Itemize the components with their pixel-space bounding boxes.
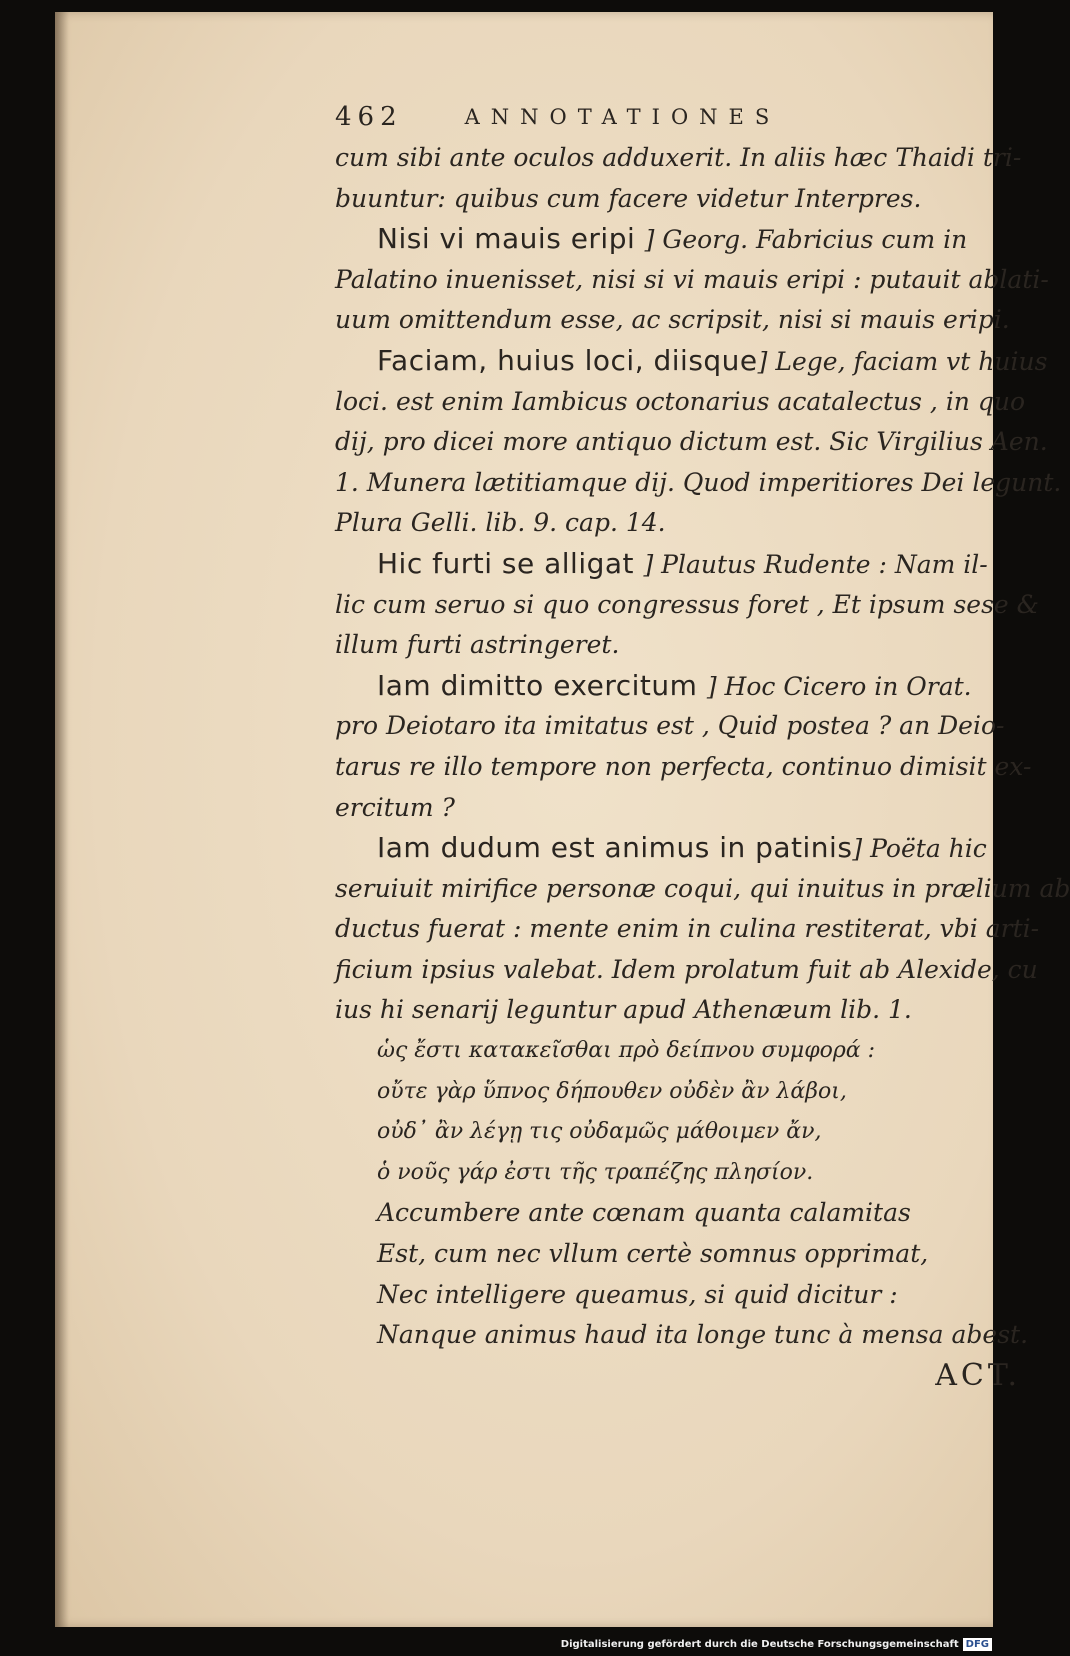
line-text: uum omittendum esse, ac scripsit, nisi si mauis eripi.: [335, 305, 1010, 335]
text-line: [335, 950, 1038, 991]
text-line: [335, 422, 1048, 463]
text-line: [335, 503, 1035, 544]
line-text: 1. Munera lætitiamque dij. Quod imperitiores Dei legunt.: [335, 467, 1062, 497]
lemma-text: Faciam, huius loci, diisque: [377, 343, 758, 377]
line-text: pro Deiotaro ita imitatus est , Quid postea ? an Deio-: [335, 711, 1005, 741]
line-text: Accumbere ante cœnam quanta calamitas: [377, 1198, 911, 1228]
line-text: Nec intelligere queamus, si quid dicitur :: [377, 1279, 898, 1309]
act-heading: [335, 1356, 1035, 1397]
line-text: ius hi senarij leguntur apud Athenæum lib. 1.: [335, 995, 912, 1025]
text-line: [335, 219, 1035, 260]
line-text: ficium ipsius valebat. Idem prolatum fuit ab Alexide, cu: [335, 954, 1038, 984]
text-line: [335, 463, 1062, 504]
text-line: [335, 990, 1035, 1031]
line-text: οὔτε γὰρ ὕπνος δήπουθεν οὐδὲν ἂν λάβοι,: [377, 1078, 847, 1104]
running-head: ANNOTATIONES: [464, 105, 781, 129]
text-line: [335, 625, 1035, 666]
line-text: illum furti astringeret.: [335, 630, 620, 660]
text-line: [335, 1234, 1035, 1275]
footer-credit: [561, 1638, 992, 1651]
line-text: ] Georg. Fabricius cum in: [644, 225, 968, 255]
line-text: ] Lege, faciam vt huius: [757, 346, 1048, 376]
line-text: ercitum ?: [335, 792, 455, 822]
greek-verse-line: [335, 1072, 1035, 1113]
page-header: [335, 96, 1035, 138]
text-line: [335, 138, 1035, 179]
gutter-shadow: [55, 12, 69, 1627]
line-text: Nanque animus haud ita longe tunc à mensa abest.: [377, 1320, 1029, 1350]
line-text: seruiuit mirifice personæ coqui, qui inuitus in prælium ab: [335, 873, 1070, 903]
greek-verse-line: [335, 1112, 1035, 1153]
line-text: loci. est enim Iambicus octonarius acatalectus , in quo: [335, 386, 1026, 416]
text-line: [335, 585, 1039, 626]
text-line: [335, 260, 1049, 301]
line-text: ] Hoc Cicero in Orat.: [706, 671, 972, 701]
lemma-text: Nisi vi mauis eripi: [377, 222, 645, 256]
text-line: [335, 341, 1048, 382]
line-text: buuntur: quibus cum facere videtur Interpres.: [335, 183, 922, 213]
line-text: tarus re illo tempore non perfecta, continuo dimisit ex-: [335, 751, 1032, 781]
text-line: [335, 869, 1070, 910]
page-text-block: [335, 96, 1070, 1396]
text-line: [335, 1193, 1035, 1234]
text-line: [335, 179, 1035, 220]
line-text: cum sibi ante oculos adduxerit. In aliis hæc Thaidi tri-: [335, 143, 1022, 172]
line-text: ] Poëta hic: [852, 834, 987, 864]
line-text: οὐδ᾽ ἂν λέγῃ τις οὐδαμῶς μάθοιμεν ἄν,: [377, 1119, 822, 1145]
text-line: [335, 666, 1035, 707]
text-line: [335, 909, 1040, 950]
text-line: [335, 1275, 1035, 1316]
greek-verse-line: [335, 1153, 1035, 1194]
line-text: ὡς ἔστι κατακεῖσθαι πρὸ δείπνου συμφορά :: [377, 1038, 876, 1064]
line-text: ductus fuerat : mente enim in culina restiterat, vbi arti-: [335, 914, 1040, 944]
text-line: [335, 382, 1035, 423]
text-line: [335, 300, 1035, 341]
book-page: [55, 12, 1070, 1627]
text-line: [335, 1315, 1035, 1356]
line-text: Plura Gelli. lib. 9. cap. 14.: [335, 508, 666, 538]
lemma-text: Iam dimitto exercitum: [377, 668, 707, 702]
text-line: [335, 544, 1035, 585]
text-line: [335, 788, 1035, 829]
line-text: ὁ νοῦς γάρ ἐστι τῆς τραπέζης πλησίον.: [377, 1159, 814, 1185]
footer-credit-text: Digitalisierung gefördert durch die Deutsche Forschungsgemeinschaft: [560, 1639, 959, 1650]
line-text: Est, cum nec vllum certè somnus opprimat,: [377, 1239, 929, 1269]
body-text: [335, 138, 1070, 1396]
text-line: [335, 706, 1035, 747]
lemma-text: Iam dudum est animus in patinis: [377, 831, 853, 865]
line-text: lic cum seruo si quo congressus foret , Et ipsum sese &: [335, 589, 1039, 619]
line-text: ] Plautus Rudente : Nam il-: [643, 549, 988, 579]
greek-verse-line: [335, 1031, 1035, 1072]
line-text: Palatino inuenisset, nisi si vi mauis eripi : putauit ablati-: [335, 264, 1049, 294]
page-number: 462: [335, 102, 403, 132]
text-line: [335, 747, 1035, 788]
dfg-logo: DFG: [963, 1638, 992, 1651]
line-text: ACT.: [935, 1357, 1021, 1393]
lemma-text: Hic furti se alligat: [377, 546, 644, 580]
line-text: dij, pro dicei more antiquo dictum est. Sic Virgilius Aen.: [335, 427, 1048, 457]
text-line: [335, 828, 1035, 869]
